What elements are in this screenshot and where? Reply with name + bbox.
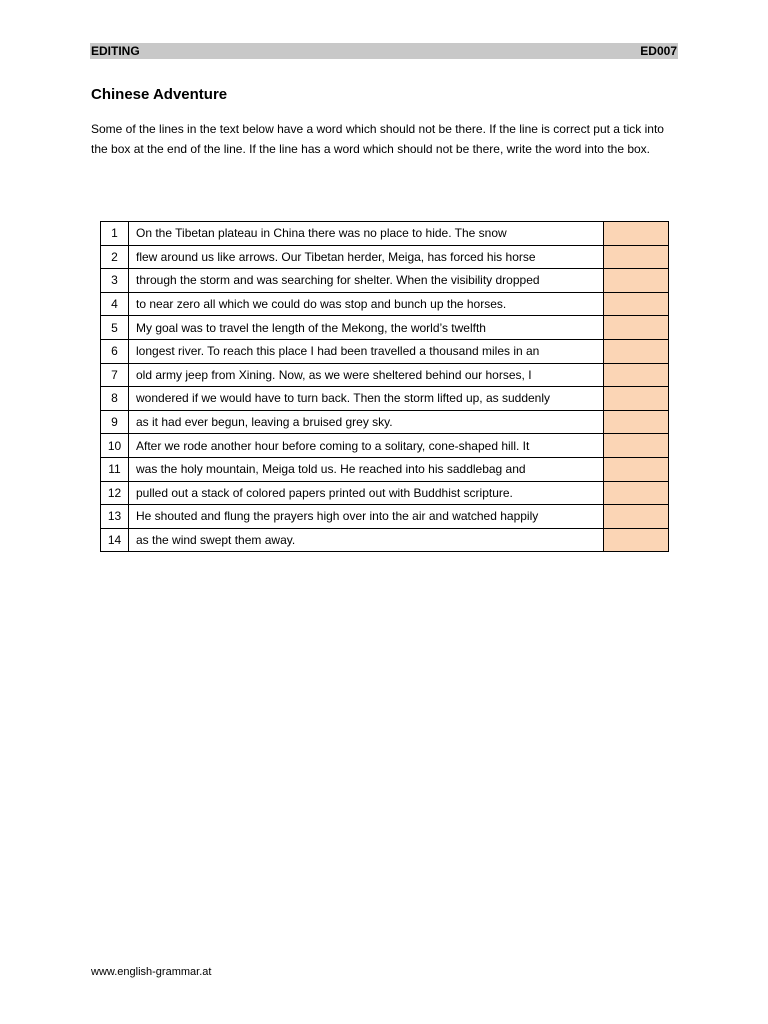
answer-box[interactable] [604,528,669,552]
answer-box[interactable] [604,222,669,246]
line-text: My goal was to travel the length of the Mekong, the world’s twelfth [129,316,604,340]
line-text: flew around us like arrows. Our Tibetan herder, Meiga, has forced his horse [129,245,604,269]
answer-box[interactable] [604,434,669,458]
table-row [101,457,669,481]
line-number: 13 [101,505,129,529]
header-bar [90,43,678,59]
line-number: 11 [101,457,129,481]
line-text: wondered if we would have to turn back. Then the storm lifted up, as suddenly [129,387,604,411]
header-code: ED007 [640,44,677,58]
line-number: 14 [101,528,129,552]
line-number: 9 [101,410,129,434]
line-text: as it had ever begun, leaving a bruised grey sky. [129,410,604,434]
line-text: longest river. To reach this place I had been travelled a thousand miles in an [129,339,604,363]
instructions: Some of the lines in the text below have a word which should not be there. If the line is correct put a tick into the box at the end of the line. If the line has a word which should not be there, write the word into the box. [91,122,664,156]
line-number: 7 [101,363,129,387]
footer-url: www.english-grammar.at [91,966,212,978]
page-title: Chinese Adventure [91,86,228,103]
answer-box[interactable] [604,245,669,269]
line-number: 8 [101,387,129,411]
table-row [101,222,669,246]
line-text: to near zero all which we could do was stop and bunch up the horses. [129,292,604,316]
exercise-table-body [101,222,669,552]
line-number: 12 [101,481,129,505]
table-row [101,505,669,529]
line-number: 3 [101,269,129,293]
answer-box[interactable] [604,339,669,363]
table-row [101,339,669,363]
line-number: 4 [101,292,129,316]
line-text: through the storm and was searching for shelter. When the visibility dropped [129,269,604,293]
answer-box[interactable] [604,316,669,340]
table-row [101,528,669,552]
line-number: 2 [101,245,129,269]
answer-box[interactable] [604,363,669,387]
answer-box[interactable] [604,505,669,529]
answer-box[interactable] [604,410,669,434]
line-text: pulled out a stack of colored papers printed out with Buddhist scripture. [129,481,604,505]
answer-box[interactable] [604,269,669,293]
line-text: old army jeep from Xining. Now, as we were sheltered behind our horses, I [129,363,604,387]
line-text: On the Tibetan plateau in China there was no place to hide. The snow [129,222,604,246]
table-row [101,292,669,316]
table-row [101,245,669,269]
table-row [101,481,669,505]
table-row [101,363,669,387]
line-text: was the holy mountain, Meiga told us. He reached into his saddlebag and [129,457,604,481]
answer-box[interactable] [604,457,669,481]
exercise-table [100,221,669,552]
answer-box[interactable] [604,387,669,411]
answer-box[interactable] [604,481,669,505]
table-row [101,410,669,434]
table-row [101,269,669,293]
line-text: After we rode another hour before coming to a solitary, cone-shaped hill. It [129,434,604,458]
table-row [101,434,669,458]
line-number: 5 [101,316,129,340]
line-number: 6 [101,339,129,363]
answer-box[interactable] [604,292,669,316]
table-row [101,387,669,411]
line-text: He shouted and flung the prayers high over into the air and watched happily [129,505,604,529]
table-row [101,316,669,340]
header-section-label: EDITING [91,44,140,58]
line-number: 10 [101,434,129,458]
line-number: 1 [101,222,129,246]
line-text: as the wind swept them away. [129,528,604,552]
